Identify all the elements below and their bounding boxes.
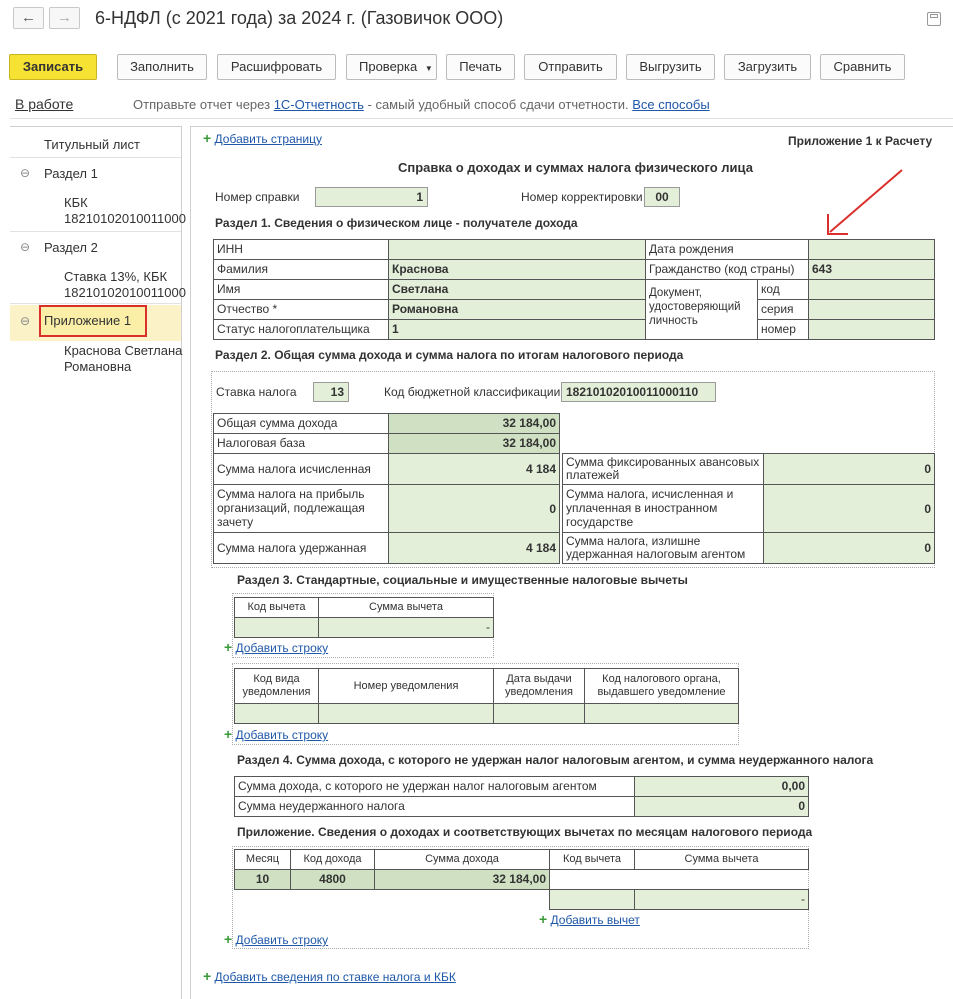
birth-label: Дата рождения <box>645 239 809 260</box>
tree-item-appendix1: Приложение 1 <box>44 313 132 328</box>
col-income-sum: Сумма дохода <box>374 849 550 870</box>
form-heading: Справка о доходах и суммах налога физического лица <box>398 160 753 175</box>
deduct-sum-cell[interactable]: - <box>634 889 809 910</box>
tree-item-kbk[interactable]: КБК 18210102010011000 <box>64 195 186 226</box>
col-deduction-code: Код вычета <box>234 597 319 618</box>
name-label: Имя <box>213 279 389 300</box>
fixed-adv-label: Сумма фиксированных авансовых платежей <box>562 453 764 485</box>
compare-button[interactable]: Сравнить <box>820 54 905 80</box>
divider <box>10 118 953 119</box>
header-right: Приложение 1 к Расчету <box>788 134 933 148</box>
tax-calc-label: Сумма налога исчисленная <box>213 453 389 485</box>
notification-org-cell[interactable] <box>584 703 739 724</box>
export-button[interactable]: Выгрузить <box>626 54 715 80</box>
add-row-link[interactable]: + Добавить строку <box>224 931 329 947</box>
doc-series-field[interactable] <box>808 299 935 320</box>
deduction-code-cell[interactable] <box>234 617 319 638</box>
section1-title: Раздел 1. Сведения о физическом лице - получателе дохода <box>215 216 578 230</box>
notification-date-cell[interactable] <box>493 703 585 724</box>
profit-tax-field[interactable]: 0 <box>388 484 560 533</box>
section4-title: Раздел 4. Сумма дохода, с которого не удержан налог налоговым агентом, и сумма неудержанного налога <box>237 753 874 767</box>
collapse-icon[interactable]: ⊖ <box>20 314 31 328</box>
tree-item-section1[interactable]: Раздел 1 <box>44 166 98 181</box>
tree-item-title-page[interactable]: Титульный лист <box>44 137 141 152</box>
untaxed-tax-field[interactable]: 0 <box>634 796 809 817</box>
citizenship-field[interactable]: 643 <box>808 259 935 280</box>
window-title: 6-НДФЛ (с 2021 года) за 2024 г. (Газовичок ООО) <box>95 8 504 28</box>
deduct-code-cell[interactable] <box>549 889 635 910</box>
fill-button[interactable]: Заполнить <box>117 54 207 80</box>
kbk-label: Код бюджетной классификации <box>384 385 561 399</box>
dropdown-arrow-icon: ▼ <box>424 64 433 73</box>
back-button[interactable] <box>13 7 44 29</box>
add-rate-kbk-link[interactable]: + Добавить сведения по ставке налога и КБК <box>203 968 456 984</box>
tree-item-rate[interactable]: Ставка 13%, КБК 18210102010011000 <box>64 269 186 300</box>
fixed-adv-field[interactable]: 0 <box>763 453 935 485</box>
rate-field[interactable]: 13 <box>313 382 349 402</box>
plus-icon: + <box>203 130 212 146</box>
doc-label: Документ, удостоверяющий личность <box>645 279 758 340</box>
total-income-label: Общая сумма дохода <box>213 413 389 434</box>
profit-tax-label: Сумма налога на прибыль организаций, подлежащая зачету <box>213 484 389 533</box>
col-deduction-sum: Сумма вычета <box>318 597 494 618</box>
doc-number-field[interactable] <box>808 319 935 340</box>
kbk-field[interactable]: 18210102010011000110 <box>561 382 716 402</box>
untaxed-income-field[interactable]: 0,00 <box>634 776 809 797</box>
surname-field[interactable]: Краснова <box>388 259 646 280</box>
cert-number-field[interactable]: 1 <box>315 187 428 207</box>
red-arrow-annotation <box>820 166 910 246</box>
plus-icon: + <box>203 968 212 984</box>
correction-field[interactable]: 00 <box>644 187 680 207</box>
status-link[interactable]: В работе <box>15 96 74 112</box>
patronymic-label: Отчество * <box>213 299 389 320</box>
status-message: Отправьте отчет через 1С-Отчетность - самый удобный способ сдачи отчетности. Все способы <box>133 97 710 112</box>
col-month: Месяц <box>234 849 291 870</box>
tree-item-appendix1-highlight[interactable] <box>39 305 147 337</box>
add-deduction-link[interactable]: + Добавить вычет <box>539 911 640 927</box>
print-button[interactable]: Печать <box>446 54 515 80</box>
overwithheld-label: Сумма налога, излишне удержанная налоговым агентом <box>562 532 764 564</box>
status-field[interactable]: 1 <box>388 319 646 340</box>
service-link[interactable]: 1С-Отчетность <box>273 97 364 112</box>
inn-field[interactable] <box>388 239 646 260</box>
status-label: Статус налогоплательщика <box>213 319 389 340</box>
income-sum-cell[interactable]: 32 184,00 <box>374 869 550 890</box>
doc-code-field[interactable] <box>808 279 935 300</box>
sections-tree <box>10 126 186 999</box>
month-cell[interactable]: 10 <box>234 869 291 890</box>
section2-title: Раздел 2. Общая сумма дохода и сумма налога по итогам налогового периода <box>215 348 684 362</box>
foreign-tax-label: Сумма налога, исчисленная и уплаченная в иностранном государстве <box>562 484 764 533</box>
arrow-right-icon: → <box>57 9 72 26</box>
add-row-link[interactable]: + Добавить строку <box>224 639 329 655</box>
plus-icon: + <box>224 726 233 742</box>
name-field[interactable]: Светлана <box>388 279 646 300</box>
foreign-tax-field[interactable]: 0 <box>763 484 935 533</box>
deduction-sum-cell[interactable]: - <box>318 617 494 638</box>
check-dropdown-button[interactable] <box>346 54 437 80</box>
tree-item-section2[interactable]: Раздел 2 <box>44 240 98 255</box>
col-income-code: Код дохода <box>290 849 375 870</box>
col-notification-number: Номер уведомления <box>318 668 494 704</box>
patronymic-field[interactable]: Романовна <box>388 299 646 320</box>
collapse-icon[interactable]: ⊖ <box>20 166 31 180</box>
correction-label: Номер корректировки <box>521 190 643 204</box>
tax-base-label: Налоговая база <box>213 433 389 454</box>
col-notification-type: Код вида уведомления <box>234 668 319 704</box>
col-deduct-code: Код вычета <box>549 849 635 870</box>
plus-icon: + <box>224 639 233 655</box>
collapse-icon[interactable]: ⊖ <box>20 240 31 254</box>
total-income-field[interactable]: 32 184,00 <box>388 413 560 434</box>
send-button[interactable]: Отправить <box>524 54 617 80</box>
save-button[interactable]: Записать <box>9 54 97 80</box>
decode-button[interactable]: Расшифровать <box>217 54 336 80</box>
import-button[interactable]: Загрузить <box>724 54 811 80</box>
tax-calc-field[interactable]: 4 184 <box>388 453 560 485</box>
tax-base-field[interactable]: 32 184,00 <box>388 433 560 454</box>
col-notification-date: Дата выдачи уведомления <box>493 668 585 704</box>
surname-label: Фамилия <box>213 259 389 280</box>
doc-number-label: номер <box>757 319 809 340</box>
add-row-link[interactable]: + Добавить строку <box>224 726 329 742</box>
rate-label: Ставка налога <box>216 385 297 399</box>
citizenship-label: Гражданство (код страны) <box>645 259 809 280</box>
cert-number-label: Номер справки <box>215 190 300 204</box>
withheld-field[interactable]: 4 184 <box>388 532 560 564</box>
untaxed-tax-label: Сумма неудержанного налога <box>234 796 635 817</box>
arrow-left-icon: ← <box>21 9 36 26</box>
withheld-label: Сумма налога удержанная <box>213 532 389 564</box>
tree-item-person[interactable]: Краснова Светлана Романовна <box>64 343 183 374</box>
all-ways-link[interactable]: Все способы <box>632 97 710 112</box>
overwithheld-field[interactable]: 0 <box>763 532 935 564</box>
add-page-link[interactable]: + Добавить страницу <box>203 130 322 146</box>
section3-title: Раздел 3. Стандартные, социальные и имущественные налоговые вычеты <box>237 573 688 587</box>
income-code-cell[interactable]: 4800 <box>290 869 375 890</box>
forward-button[interactable] <box>49 7 80 29</box>
inn-label: ИНН <box>213 239 389 260</box>
notification-number-cell[interactable] <box>318 703 494 724</box>
plus-icon: + <box>539 911 548 927</box>
save-disk-icon[interactable] <box>927 12 941 26</box>
untaxed-income-label: Сумма дохода, с которого не удержан налог налоговым агентом <box>234 776 635 797</box>
col-notification-org: Код налогового органа, выдавшего уведомление <box>584 668 739 704</box>
plus-icon: + <box>224 931 233 947</box>
col-deduct-sum: Сумма вычета <box>634 849 809 870</box>
check-label: Проверка <box>359 59 418 74</box>
doc-series-label: серия <box>757 299 809 320</box>
appendix-title: Приложение. Сведения о доходах и соответствующих вычетах по месяцам налогового периода <box>237 825 813 839</box>
doc-code-label: код <box>757 279 809 300</box>
notification-type-cell[interactable] <box>234 703 319 724</box>
